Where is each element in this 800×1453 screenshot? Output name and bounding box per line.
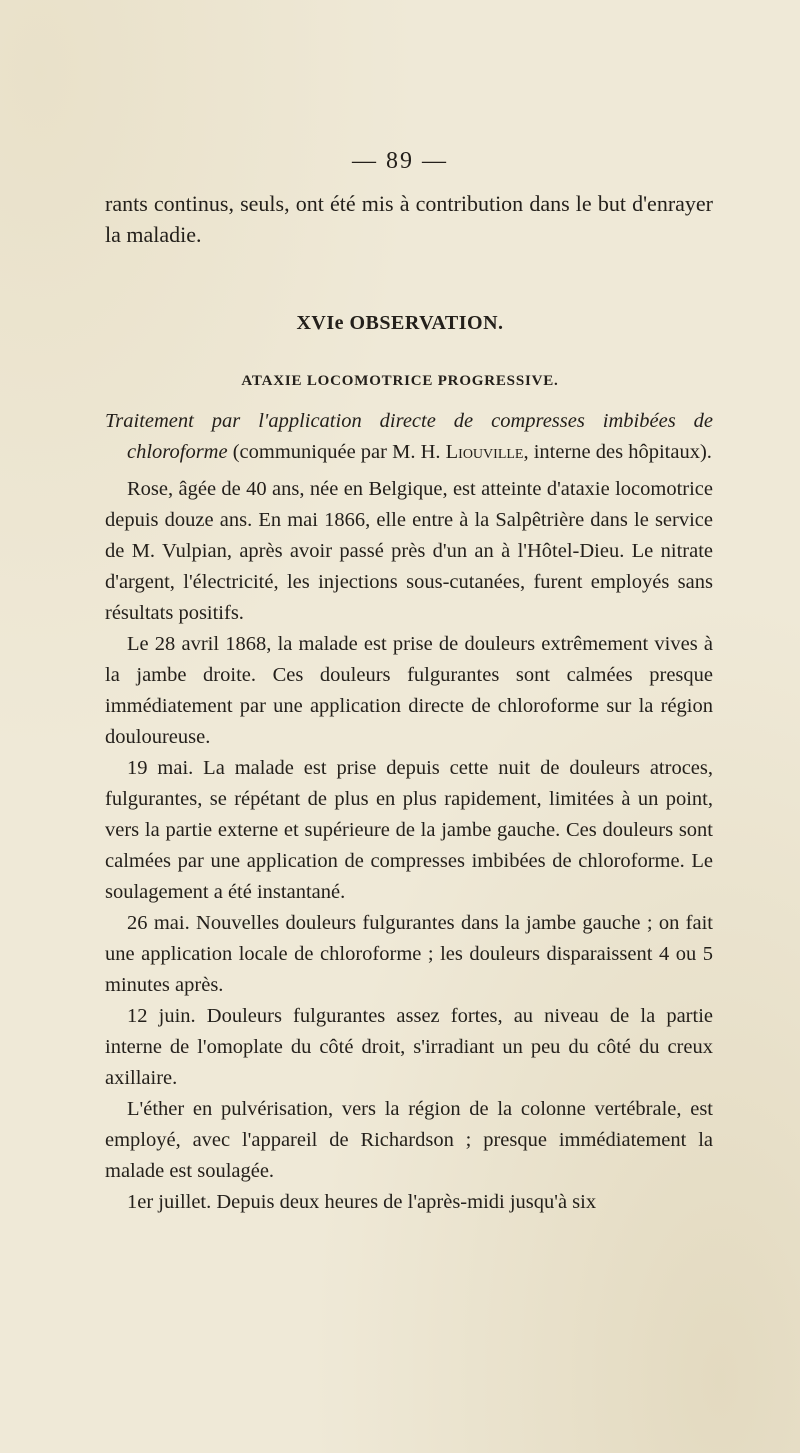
paragraph-12-june: 12 juin. Douleurs fulgurantes assez fortes, au niveau de la partie interne de l'omoplate du côté droit, s'irradiant un peu du côté du creux axillaire. (105, 1005, 713, 1089)
paragraph-19-may: 19 mai. La malade est prise depuis cette nuit de douleurs atroces, fulgurantes, se répétant de plus en plus rapidement, limitées à un point, vers la partie externe et supérieure de la jambe gauche. Ces douleurs sont calmées par une application de compresses imbibées de chloroforme. Le soulagement a été instantané. (105, 757, 713, 903)
paragraph-case-history: Rose, âgée de 40 ans, née en Belgique, est atteinte d'ataxie locomotrice depuis douze ans. En mai 1866, elle entre à la Salpêtrière dans le service de M. Vulpian, après avoir passé près d'un an à l'Hôtel-Dieu. Le nitrate d'argent, l'électricité, les injections sous-cutanées, furent employés sans résultats positifs. (105, 478, 713, 624)
observation-title: XVIe OBSERVATION. (296, 312, 504, 334)
observation-subtitle: ATAXIE LOCOMOTRICE PROGRESSIVE. (241, 373, 559, 389)
treatment-title: Traitement par l'application directe de compresses imbibées de chloroforme (105, 410, 713, 463)
treatment-author: Liouville (445, 441, 524, 463)
treatment-credit-suffix: , interne des hôpitaux). (523, 441, 712, 463)
paragraph-ether: L'éther en pulvérisation, vers la région de la colonne vertébrale, est employé, avec l'appareil de Richardson ; presque immédiatement la malade est soulagée. (105, 1098, 713, 1182)
page-number: — 89 — (352, 148, 448, 174)
treatment-heading (105, 406, 713, 468)
paragraph-28-april: Le 28 avril 1868, la malade est prise de douleurs extrêmement vives à la jambe droite. Ces douleurs fulgurantes sont calmées presque immédiatement par une application directe de chloroforme sur la région douloureuse. (105, 633, 713, 748)
paragraph-26-may: 26 mai. Nouvelles douleurs fulgurantes dans la jambe gauche ; on fait une application locale de chloroforme ; les douleurs disparaissent 4 ou 5 minutes après. (105, 912, 713, 996)
treatment-credit-prefix: (communiquée par M. H. (227, 441, 446, 463)
paragraph-1-july: 1er juillet. Depuis deux heures de l'après-midi jusqu'à six (127, 1191, 597, 1213)
lead-paragraph: rants continus, seuls, ont été mis à contribution dans le but d'enrayer la maladie. (105, 191, 713, 247)
body-text (105, 406, 713, 1218)
